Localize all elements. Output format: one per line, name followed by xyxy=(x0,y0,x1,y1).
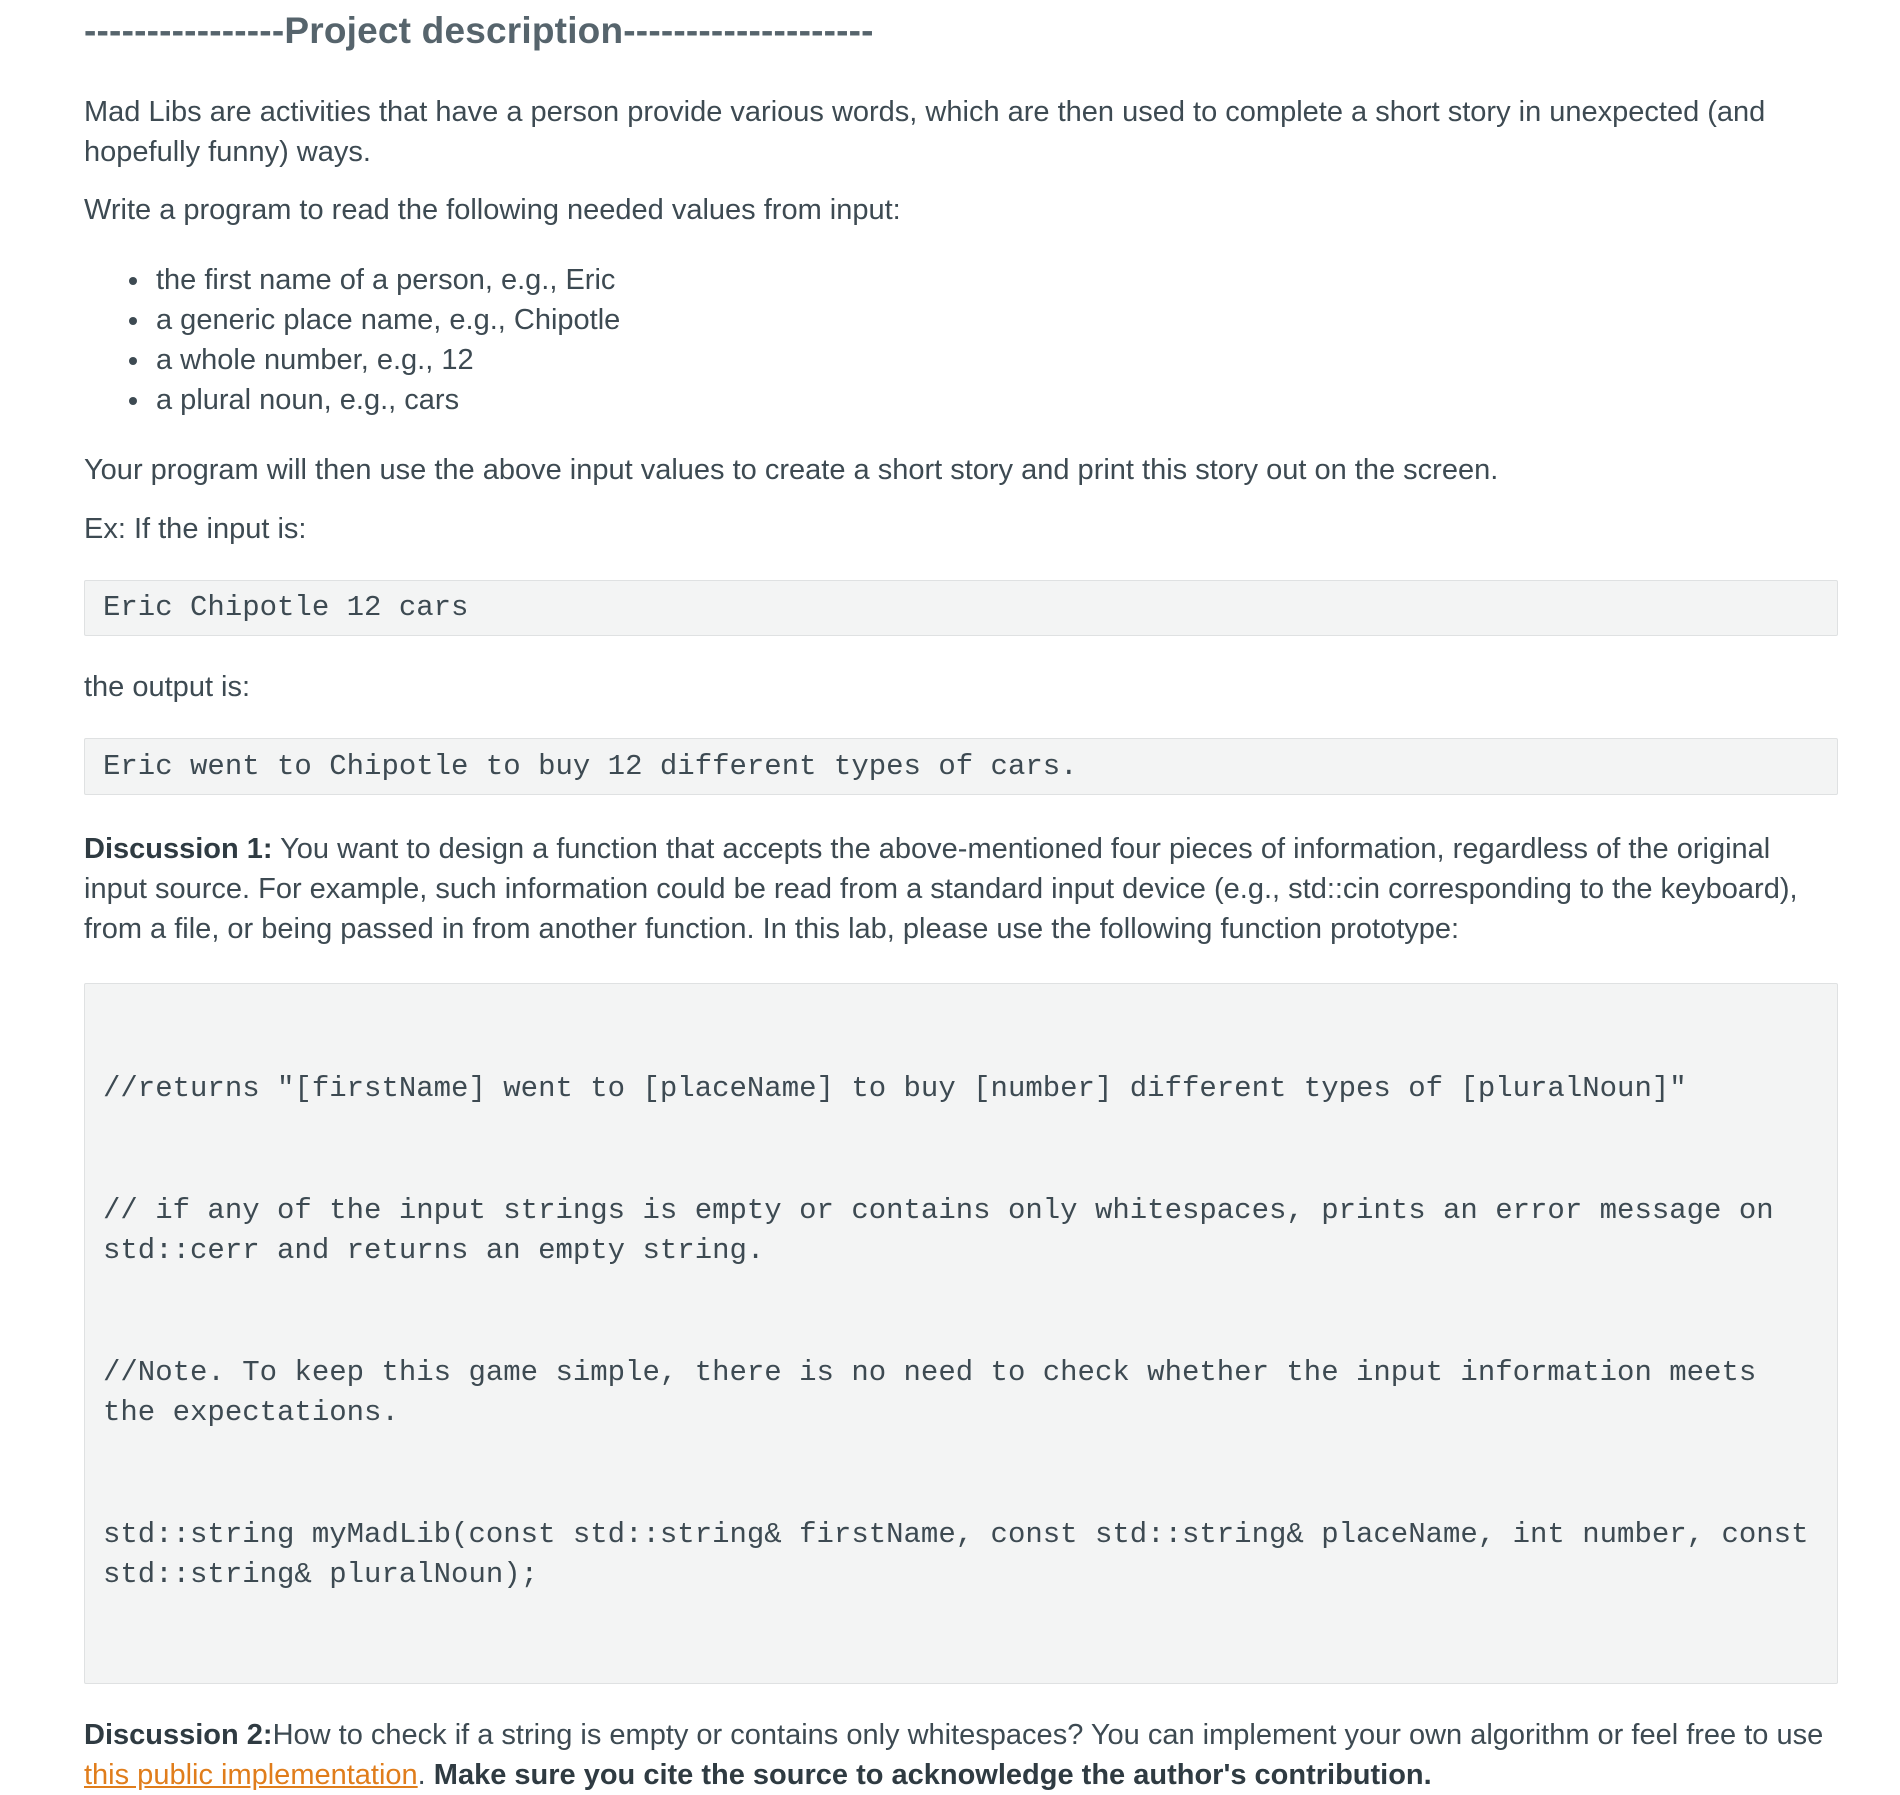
discussion-1-label: Discussion 1: xyxy=(84,833,273,865)
program-use-paragraph: Your program will then use the above input values to create a short story and print this story out on the screen. xyxy=(84,454,1499,486)
code-line: // if any of the input strings is empty or contains only whitespaces, prints an error message on std::cerr and returns an empty string. xyxy=(103,1193,1792,1267)
discussion-1-paragraph xyxy=(84,829,1838,949)
section-heading: ----------------Project description-------------------- xyxy=(84,10,874,51)
bullet-icon xyxy=(129,357,137,365)
list-item-text: a plural noun, e.g., cars xyxy=(156,384,460,416)
list-item xyxy=(156,380,1838,420)
code-line: std::string myMadLib(const std::string& firstName, const std::string& placeName, int number, const std::string& pluralNoun); xyxy=(103,1517,1826,1591)
discussion-1-text: You want to design a function that accepts the above-mentioned four pieces of information, regardless of the original input source. For example, such information could be read from a standard input device (e.g., std::cin corresponding to the keyboard), from a file, or being passed in from another function. In this lab, please use the following function prototype: xyxy=(84,833,1798,945)
discussion-2-label: Discussion 2: xyxy=(84,1718,273,1751)
discussion-2-emphasis: Make sure you cite the source to acknowledge the author's contribution. xyxy=(433,1758,1432,1791)
code-line: //returns "[firstName] went to [placeName] to buy [number] different types of [pluralNoun]" xyxy=(103,1072,1687,1105)
intro-paragraph: Mad Libs are activities that have a person provide various words, which are then used to complete a short story in unexpected (and hopefully funny) ways. xyxy=(84,96,1766,168)
list-item xyxy=(156,260,1838,300)
project-description xyxy=(84,0,1838,1795)
list-item-text: a whole number, e.g., 12 xyxy=(156,344,474,376)
list-item xyxy=(156,340,1838,380)
list-item xyxy=(156,300,1838,340)
example-output-code: Eric went to Chipotle to buy 12 different types of cars. xyxy=(84,738,1838,795)
bullet-icon xyxy=(129,397,137,405)
discussion-2-after-link: . xyxy=(417,1758,434,1791)
public-implementation-link[interactable]: this public implementation xyxy=(84,1758,418,1791)
discussion-2-paragraph xyxy=(84,1715,1838,1795)
bullet-icon xyxy=(129,317,137,325)
write-program-paragraph: Write a program to read the following needed values from input: xyxy=(84,194,901,226)
list-item-text: the first name of a person, e.g., Eric xyxy=(156,264,616,296)
example-input-code: Eric Chipotle 12 cars xyxy=(84,580,1838,636)
example-intro: Ex: If the input is: xyxy=(84,513,307,545)
code-line: //Note. To keep this game simple, there is no need to check whether the input information meets the expectations. xyxy=(103,1355,1774,1429)
discussion-2-text: How to check if a string is empty or contains only whitespaces? You can implement your own algorithm or feel free to use xyxy=(272,1718,1824,1751)
output-intro: the output is: xyxy=(84,671,251,703)
requirements-list xyxy=(84,260,1838,420)
function-prototype-code xyxy=(84,983,1838,1684)
list-item-text: a generic place name, e.g., Chipotle xyxy=(156,304,621,336)
bullet-icon xyxy=(129,277,137,285)
